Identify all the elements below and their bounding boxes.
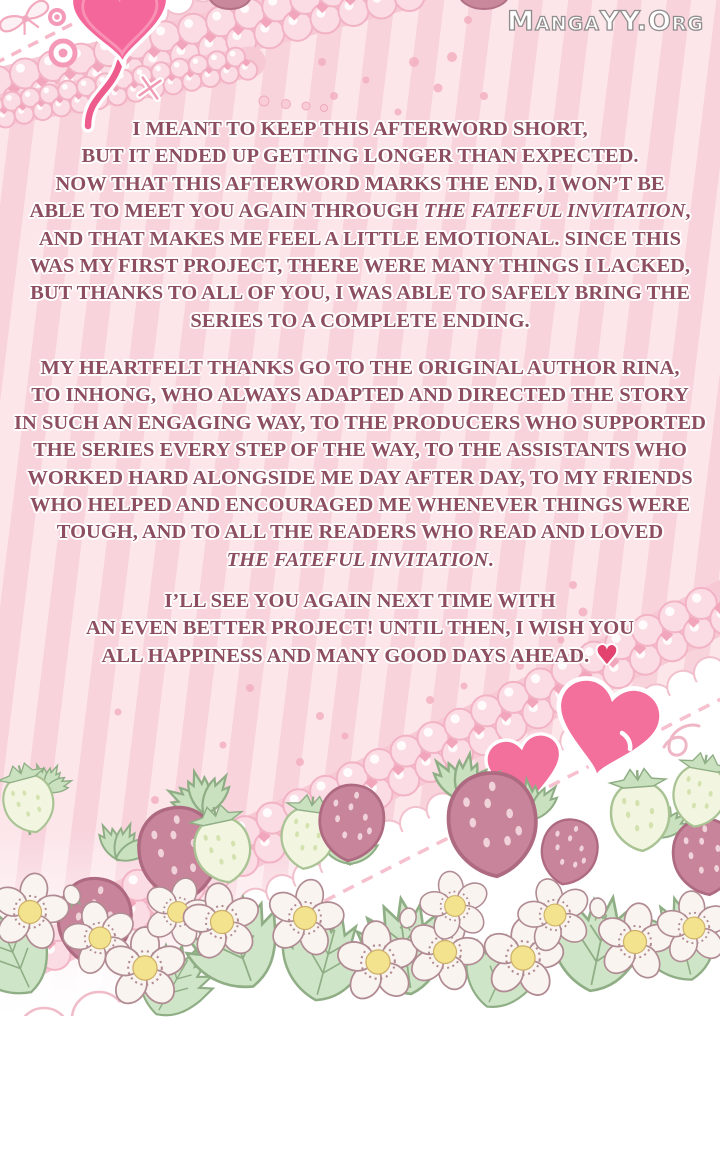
afterword-line: WAS MY FIRST PROJECT, THERE WERE MANY THINGS I LACKED, bbox=[29, 255, 691, 278]
afterword-paragraph-1 bbox=[0, 116, 720, 335]
afterword-line: NOW THAT THIS AFTERWORD MARKS THE END, I WON’T BE bbox=[55, 172, 665, 195]
afterword-line: TOUGH, AND TO ALL THE READERS WHO READ AND LOVED bbox=[56, 521, 664, 544]
afterword-line: THE FATEFUL INVITATION. bbox=[226, 548, 494, 571]
afterword-line: I’LL SEE YOU AGAIN NEXT TIME WITH bbox=[164, 590, 556, 612]
afterword-line: ALL HAPPINESS AND MANY GOOD DAYS AHEAD. ♥ bbox=[101, 640, 619, 671]
series-title: THE FATEFUL INVITATION bbox=[423, 200, 686, 223]
afterword-line: I MEANT TO KEEP THIS AFTERWORD SHORT, bbox=[132, 118, 588, 140]
afterword-line: BUT THANKS TO ALL OF YOU, I WAS ABLE TO SAFELY BRING THE bbox=[30, 282, 690, 305]
afterword-paragraph-3 bbox=[0, 588, 720, 670]
afterword-line: BUT IT ENDED UP GETTING LONGER THAN EXPECTED. bbox=[81, 145, 639, 168]
watermark: MangaYY.Org bbox=[507, 6, 704, 37]
afterword-line: WHO HELPED AND ENCOURAGED ME WHENEVER THINGS WERE bbox=[29, 494, 691, 517]
afterword-line: AND THAT MAKES ME FEEL A LITTLE EMOTIONAL. SINCE THIS bbox=[38, 227, 682, 250]
afterword-line: WORKED HARD ALONGSIDE ME DAY AFTER DAY, TO MY FRIENDS bbox=[27, 466, 693, 489]
afterword-line: AN EVEN BETTER PROJECT! UNTIL THEN, I WISH YOU bbox=[85, 617, 635, 640]
series-title: THE FATEFUL INVITATION bbox=[226, 548, 489, 571]
afterword-line: ABLE TO MEET YOU AGAIN THROUGH THE FATEFUL INVITATION, bbox=[29, 200, 691, 223]
heart-icon: ♥ bbox=[595, 640, 619, 671]
afterword-line: THE SERIES EVERY STEP OF THE WAY, TO THE ASSISTANTS WHO bbox=[33, 439, 687, 462]
afterword-line: IN SUCH AN ENGAGING WAY, TO THE PRODUCERS WHO SUPPORTED bbox=[14, 411, 706, 434]
afterword-line: TO INHONG, WHO ALWAYS ADAPTED AND DIRECTED THE STORY bbox=[31, 384, 689, 407]
afterword-line: SERIES TO A COMPLETE ENDING. bbox=[190, 309, 530, 332]
afterword-paragraph-2 bbox=[0, 355, 720, 574]
pearl-dot-trail bbox=[259, 96, 328, 112]
afterword-line: MY HEARTFELT THANKS GO TO THE ORIGINAL AUTHOR RINA, bbox=[40, 357, 680, 379]
